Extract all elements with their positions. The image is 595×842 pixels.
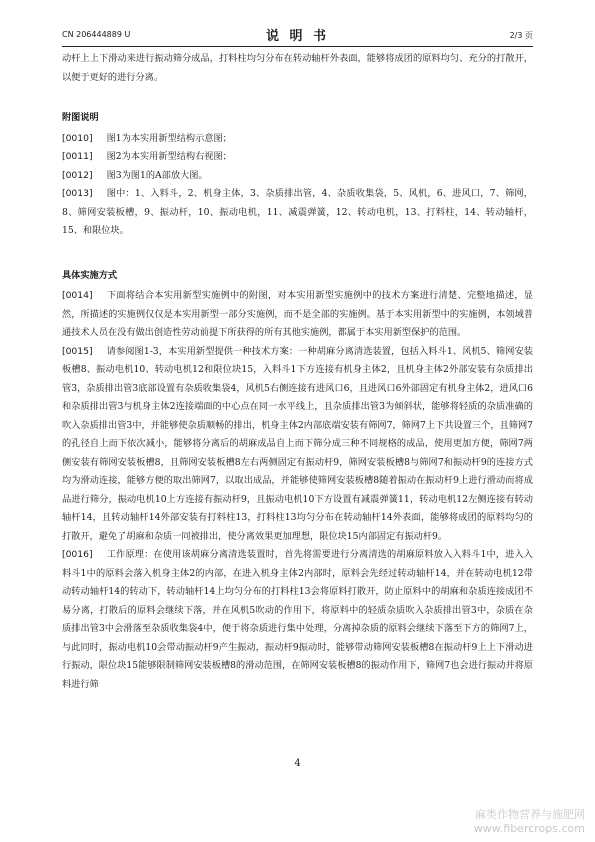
watermark-line-2: www.fibercrops.com [473,822,585,835]
page-indicator: 2/3 页 [509,31,533,40]
watermark-line-1: 麻类作物营养与施肥网 [475,808,585,821]
figures-heading: 附图说明 [62,112,99,123]
paragraph: [0015] 请参阅图1-3，本实用新型提供一种技术方案：一种胡麻分离清选装置，包括入料斗1、风机5、筛网安装板槽8、振动电机10、转动电机12和限位块15，入料斗1下方连接有机身主体2，且机身主体2外部安装有杂质排出管3，杂质排出管3底部设置有杂质收集袋4，风机5右侧连接有进风口6，且进风口6外部固定有机身主体2，进风口6和杂质排出管3与机身主体2连接端面的中心点在同一水平线上，且杂质排出管3为倾斜状，能够将轻质的杂质准确的吹入杂质排出管3中，并能够使杂质顺畅的排出，机身主体2内部底端安装有筛网7，筛网7上下共设置三个，且筛网7的孔径自上而下依次减小，能够将分离后的胡麻成品自上而下筛分成三种不同规格的成品，使用更加方便，筛网7两侧安装有筛网安装板槽8，且筛网安装板槽8左右两侧固定有振动杆9，筛网安装板槽8与筛网7和振动杆9的连接方式均为滑动连接，能够方便的取出筛网7，以取出成品，并能够使筛网安装板槽8随着振动在振动杆9上进行滑动而将成品进行筛分，振动电机10上方连接有振动杆9，且振动电机10下方设置有减震弹簧11，转动电机12左侧连接有转动轴杆14，且转动轴杆14外部安装有打料柱13，打料柱13均匀分布在转动轴杆14外表面，能够将成团的原料均匀的打散开，避免了胡麻和杂质一同被排出，使分离效果更加理想，限位块15内部固定有振动杆9。 [62,345,533,542]
paragraph: [0014] 下面将结合本实用新型实施例中的附图，对本实用新型实施例中的技术方案进行清楚、完整地描述，显然，所描述的实施例仅仅是本实用新型一部分实施例，而不是全部的实施例。基于本实用新型中的实施例，本领域普通技术人员在没有做出创造性劳动前提下所获得的所有其他实施例，都属于本实用新型保护的范围。 [62,290,533,338]
figure-legend: [0013] 图中：1、入料斗，2、机身主体，3、杂质排出管，4、杂质收集袋，5、风机，6、进风口，7、筛网，8、筛网安装板槽，9、振动杆，10、振动电机，11、减震弹簧，12、转动电机，13、打料柱，14、转动轴杆，15、和限位块。 [62,188,533,236]
page-number: 4 [294,758,301,769]
document-body [62,50,533,694]
figure-item: [0010] 图1为本实用新型结构示意图； [62,132,232,144]
embodiment-heading: 具体实施方式 [62,269,118,281]
publication-number: CN 206444889 U [62,30,131,39]
figure-item: [0011] 图2为本实用新型结构右视图； [62,151,232,162]
page-header [62,22,533,47]
document-title: 说 明 书 [265,29,330,44]
paragraph: [0016] 工作原理：在使用该胡麻分离清选装置时，首先将需要进行分离清选的胡麻原料放入入料斗1中，进入入料斗1中的原料会落入机身主体2的内部，在进入机身主体2内部时，原料会先经过转动轴杆14，并在转动电机12带动转动轴杆14的转动下，转动轴杆14上均匀分布的打料柱13会将原料打散开，防止原料中的胡麻和杂质连接成团不易分离，打散后的原料会继续下落，并在风机5吹动的作用下，将原料中的轻质杂质吹入杂质排出管3中，杂质在杂质排出管3中会滑落至杂质收集袋4中，便于将杂质进行集中处理，分离掉杂质的原料会继续下落至下方的筛网7上，与此同时，振动电机10会带动振动杆9产生振动，振动杆9振动时，能够带动筛网安装板槽8在振动杆9上上下滑动进行振动，限位块15能够限制筛网安装板槽8的滑动范围，在筛网安装板槽8的振动作用下，筛网7也会进行振动并将原料进行筛 [62,549,533,690]
figure-item: [0012] 图3为图1的A部放大图。 [62,169,208,181]
site-watermark [474,808,585,836]
intro-text: 动杆上上下滑动来进行振动筛分成品，打料柱均匀分布在转动轴杆外表面，能够将成团的原料均匀、充分的打散开，以便于更好的进行分离。 [62,53,533,83]
